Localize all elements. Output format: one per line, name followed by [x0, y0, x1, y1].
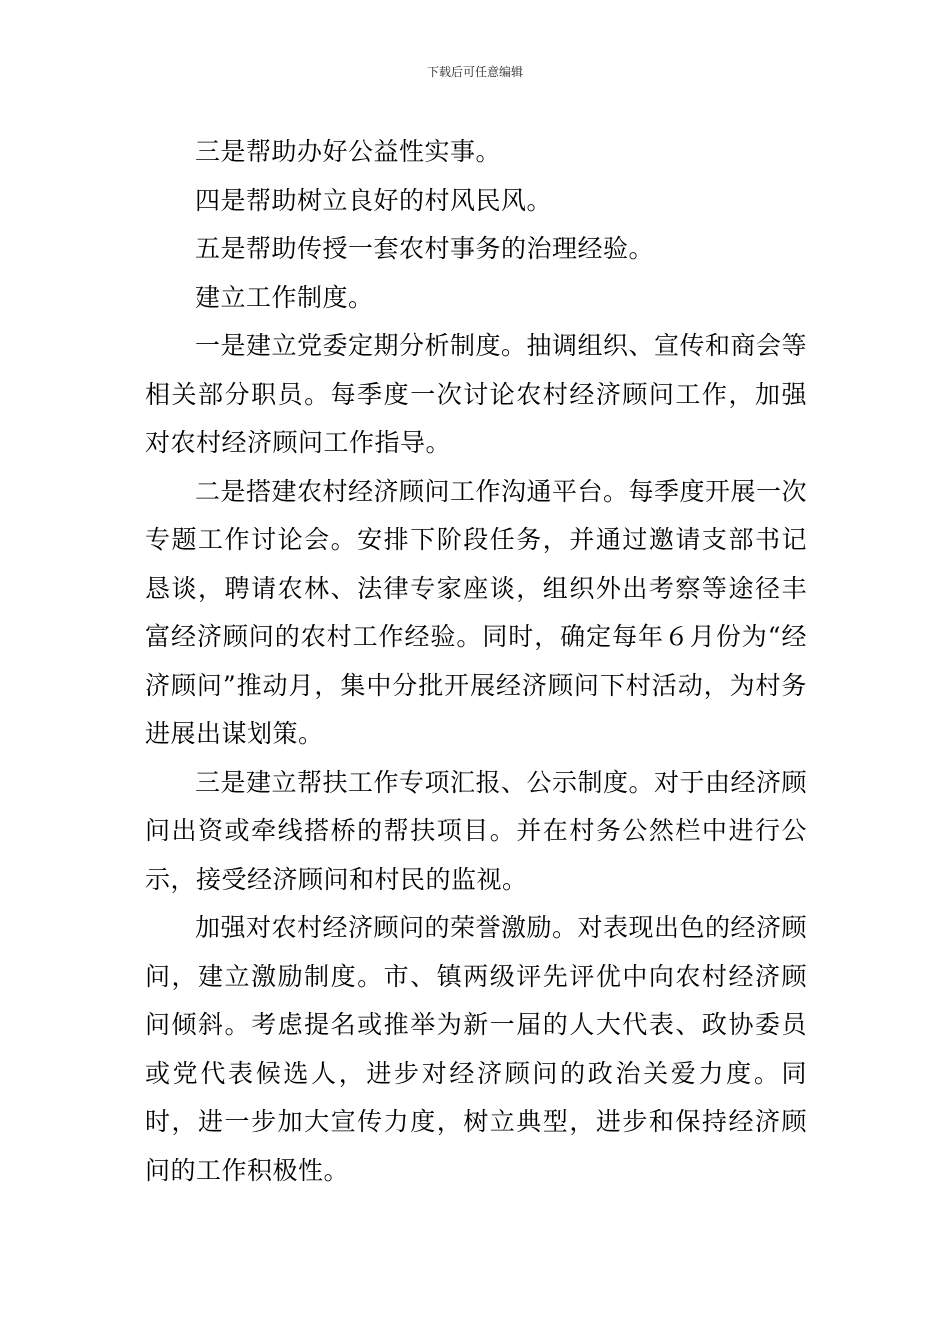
paragraph: 三是帮助办好公益性实事。: [195, 137, 502, 166]
paragraph: 二是搭建农村经济顾问工作沟通平台。每季度开展一次专题工作讨论会。安排下阶段任务，并通过邀请支部书记恳谈，聘请农林、法律专家座谈，组织外出考察等途径丰富经济顾问的农村工作经验。同时，确定每年６月份为“经济顾问”推动月，集中分批开展经济顾问下村活动，为村务进展出谋划策。: [145, 476, 808, 748]
paragraph: 加强对农村经济顾问的荣誉激励。对表现出色的经济顾问，建立激励制度。市、镇两级评先评优中向农村经济顾问倾斜。考虑提名或推举为新一届的人大代表、政协委员或党代表候选人，进步对经济顾问的政治关爱力度。同时，进一步加大宣传力度，树立典型，进步和保持经济顾问的工作积极性。: [145, 913, 808, 1185]
page-header: 下载后可任意编辑: [426, 65, 523, 79]
paragraph: 建立工作制度。: [195, 282, 374, 312]
paragraph: 五是帮助传授一套农村事务的治理经验。: [195, 234, 655, 263]
document-body: [145, 128, 807, 1195]
paragraph: 四是帮助树立良好的村风民风。: [195, 185, 553, 215]
paragraph: 一是建立党委定期分析制度。抽调组织、宣传和商会等相关部分职员。每季度一次讨论农村经济顾问工作，加强对农村经济顾问工作指导。: [145, 331, 808, 457]
paragraph: 三是建立帮扶工作专项汇报、公示制度。对于由经济顾问出资或牵线搭桥的帮扶项目。并在村务公然栏中进行公示，接受经济顾问和村民的监视。: [145, 767, 808, 894]
